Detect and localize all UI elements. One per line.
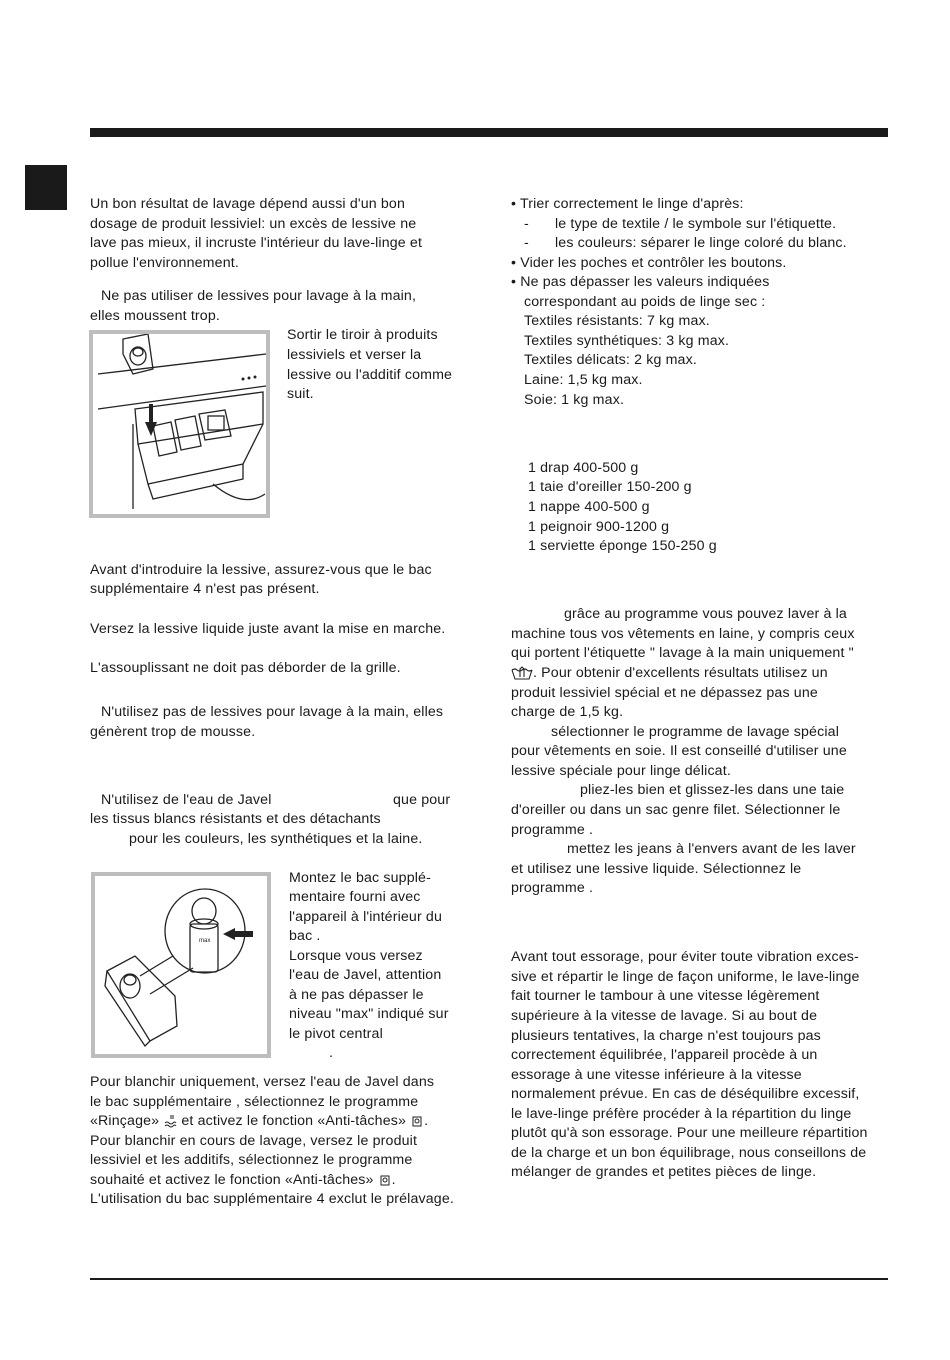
whitening-line: lessiviel et les additifs, sélectionnez le programme [90, 1152, 413, 1168]
curtain-line: programme . [511, 822, 594, 838]
dash-marker: - [524, 216, 529, 232]
load-limit: Textiles résistants: 7 kg max. [524, 313, 710, 329]
spin-line: plutôt qu'à son essorage. Pour une meilleure répartition [511, 1125, 868, 1141]
spin-line: le lave-linge préfère procéder à la répartition du linge [511, 1106, 852, 1122]
bac-caption-line: l'appareil à l'intérieur du [289, 909, 443, 925]
handwash-warning-line: N'utilisez pas de lessives pour lavage à la main, elles [101, 704, 444, 720]
bleach-line: les tissus blancs résistants et des détachants [90, 811, 381, 827]
bleach-line: que pour [393, 792, 451, 808]
spin-line: plusieurs tentatives, la charge n'est toujours pas [511, 1028, 821, 1044]
spin-line: fait tourner le tambour à une vitesse légèrement [511, 988, 820, 1004]
handwash-warning-line: génèrent trop de mousse. [90, 724, 256, 740]
spin-line: Avant tout essorage, pour éviter toute vibration exces- [511, 949, 859, 965]
sort-bullet: • Vider les poches et contrôler les boutons. [511, 255, 787, 271]
drawer-caption-line: suit. [287, 386, 314, 402]
section-marker [25, 165, 67, 210]
handwash-icon [511, 665, 533, 681]
bleach-line: N'utilisez de l'eau de Javel [101, 792, 272, 808]
wool-line: produit lessiviel spécial et ne dépassez pas une [511, 685, 818, 701]
softener-line: L'assouplissant ne doit pas déborder de la grille. [90, 660, 401, 676]
liquid-detergent-line: Versez la lessive liquide juste avant la mise en marche. [90, 621, 446, 637]
wool-line: qui portent l'étiquette " lavage à la main uniquement " [511, 645, 854, 661]
spin-line: mélanger de grandes et petites pièces de linge. [511, 1164, 817, 1180]
sort-sub-item: le type de textile / le symbole sur l'étiquette. [555, 216, 837, 232]
bac-caption-line: Montez le bac supplé- [289, 870, 431, 886]
load-limit: Laine: 1,5 kg max. [524, 372, 643, 388]
wool-line: grâce au programme vous pouvez laver à la [564, 606, 847, 622]
spin-line: de la charge et un bon équilibrage, nous conseillons de [511, 1145, 867, 1161]
whitening-line: souhaité et activez le fonction «Anti-tâches» . [90, 1172, 396, 1188]
sort-bullet-line: correspondant au poids de linge sec : [524, 294, 766, 310]
dosage-paragraph-line: pollue l'environnement. [90, 255, 239, 271]
extra-bac-figure [91, 872, 271, 1058]
spin-line: correctement équilibrée, l'appareil procède à un [511, 1047, 818, 1063]
anti-stain-icon [410, 1114, 424, 1128]
bac-caption-line: le pivot central [289, 1026, 383, 1042]
bac-caption-line: l'eau de Javel, attention [289, 967, 442, 983]
sort-bullet: • Trier correctement le linge d'après: [511, 196, 744, 212]
spin-line: supérieure à la vitesse de lavage. Si au bout de [511, 1008, 818, 1024]
wool-line: charge de 1,5 kg. [511, 704, 624, 720]
load-limit: Textiles synthétiques: 3 kg max. [524, 333, 730, 349]
bac-caption-line: . [329, 1045, 334, 1061]
bac-caption-line: mentaire fourni avec [289, 889, 421, 905]
load-limit: Textiles délicats: 2 kg max. [524, 352, 697, 368]
bac-caption-line: bac . [289, 928, 321, 944]
whitening-line: le bac supplémentaire , sélectionnez le programme [90, 1094, 419, 1110]
header-bar [90, 128, 888, 137]
whitening-line: Pour blanchir en cours de lavage, versez le produit [90, 1133, 418, 1149]
warning-line: elles moussent trop. [90, 308, 220, 324]
dash-marker: - [524, 235, 529, 251]
load-limit: Soie: 1 kg max. [524, 392, 625, 408]
anti-stain-icon [378, 1173, 392, 1187]
footer-line [90, 1278, 888, 1280]
rinse-icon [163, 1114, 177, 1128]
wool-line: machine tous vos vêtements en laine, y compris ceux [511, 626, 855, 642]
weight-item: 1 nappe 400-500 g [528, 499, 650, 515]
drawer-caption-line: lessiviels et verser la [287, 347, 422, 363]
bac-check-line: supplémentaire 4 n'est pas présent. [90, 581, 320, 597]
jeans-line: et utilisez une lessive liquide. Sélectionnez le [511, 861, 802, 877]
bac-caption-line: Lorsque vous versez [289, 948, 423, 964]
drawer-caption-line: Sortir le tiroir à produits [287, 327, 438, 343]
weight-item: 1 peignoir 900-1200 g [528, 519, 670, 535]
wool-line: . Pour obtenir d'excellents résultats utilisez un [511, 664, 828, 684]
jeans-line: mettez les jeans à l'envers avant de les laver [567, 841, 856, 857]
silk-line: lessive spéciale pour linge délicat. [511, 763, 731, 779]
dosage-paragraph-line: dosage de produit lessiviel: un excès de lessive ne [90, 216, 417, 232]
curtain-line: d'oreiller ou dans un sac genre filet. Sélectionner le [511, 802, 841, 818]
weight-item: 1 taie d'oreiller 150-200 g [528, 479, 692, 495]
spin-line: essorage à une vitesse inférieure à la vitesse [511, 1067, 802, 1083]
sort-sub-item: les couleurs: séparer le linge coloré du blanc. [555, 235, 847, 251]
dosage-paragraph-line: Un bon résultat de lavage dépend aussi d'un bon [90, 196, 406, 212]
spin-line: normalement prévue. En cas de déséquilibre excessif, [511, 1086, 860, 1102]
weight-item: 1 serviette éponge 150-250 g [528, 538, 717, 554]
silk-line: pour vêtements en soie. Il est conseillé d'utiliser une [511, 743, 847, 759]
whitening-line: Pour blanchir uniquement, versez l'eau de Javel dans [90, 1074, 435, 1090]
weight-item: 1 drap 400-500 g [528, 460, 639, 476]
bleach-line: pour les couleurs, les synthétiques et la laine. [129, 831, 423, 847]
warning-line: Ne pas utiliser de lessives pour lavage à la main, [101, 288, 417, 304]
svg-text:max: max [199, 938, 211, 944]
spin-line: sive et répartir le linge de façon uniforme, le lave-linge [511, 969, 860, 985]
bac-caption-line: à ne pas dépasser le [289, 987, 424, 1003]
drawer-caption-line: lessive ou l'additif comme [287, 367, 453, 383]
detergent-drawer-figure [89, 330, 270, 518]
dosage-paragraph-line: lave pas mieux, il incruste l'intérieur du lave-linge et [90, 235, 423, 251]
bac-check-line: Avant d'introduire la lessive, assurez-vous que le bac [90, 562, 432, 578]
sort-bullet: • Ne pas dépasser les valeurs indiquées [511, 274, 770, 290]
whitening-line: «Rinçage» et activez le fonction «Anti-tâches» . [90, 1113, 429, 1129]
extra-bac-illustration [95, 876, 267, 1054]
detergent-drawer-illustration [93, 334, 266, 514]
curtain-line: pliez-les bien et glissez-les dans une taie [580, 782, 845, 798]
whitening-line: L'utilisation du bac supplémentaire 4 exclut le prélavage. [90, 1191, 454, 1207]
jeans-line: programme . [511, 880, 594, 896]
silk-line: sélectionner le programme de lavage spécial [551, 724, 839, 740]
bac-caption-line: niveau "max" indiqué sur [289, 1006, 449, 1022]
